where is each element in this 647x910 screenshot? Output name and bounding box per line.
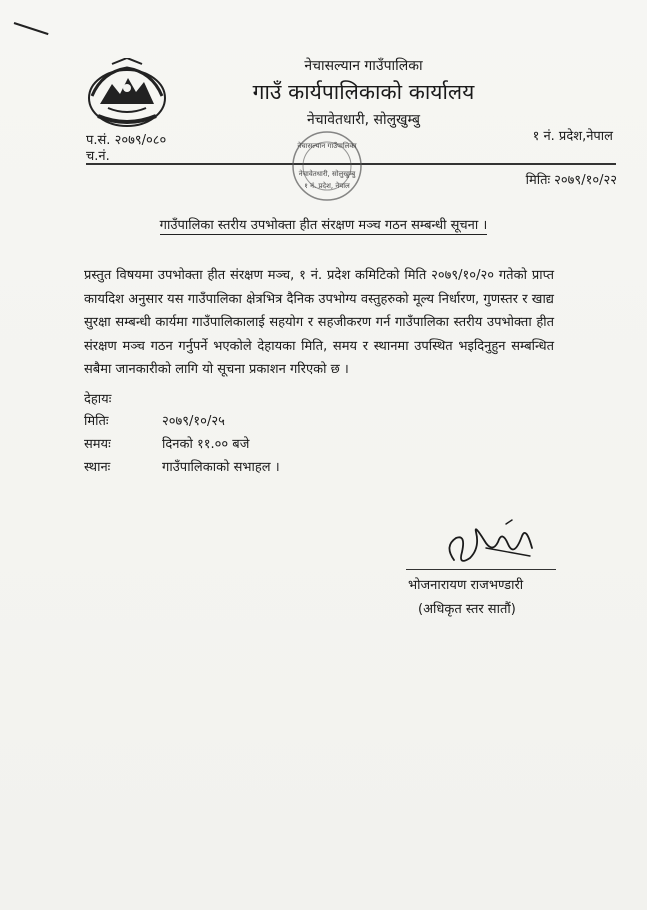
detail-value: गाउँपालिकाको सभाहल । xyxy=(162,460,280,475)
pen-mark xyxy=(14,22,49,35)
notice-body: प्रस्तुत विषयमा उपभोक्ता हीत संरक्षण मञ्च, १ नं. प्रदेश कमिटिको मिति २०७९/१०/२० गतेको प्राप्त कायदिश अनुसार यस गाउँपालिका क्षेत्रभित्र दैनिक उपभोग्य वस्तुहरुको मूल्य निर्धारण, गुणस्तर र खाद्य सुरक्षा सम्बन्धी कार्यमा गाउँपालिकालाई सहयोग र सहजीकरण गर्न गाउँपालिका स्तरीय उपभोक्ता हीत संरक्षण मञ्च गठन गर्नुपर्ने भएकोले देहायका मिति, समय र स्थानमा उपस्थित भइदिनुहुन सम्बन्धित सबैमा जानकारीको लागि यो सूचना प्रकाशन गरिएको छ । xyxy=(84,268,554,377)
stamp-line-1: नेचासल्यान गाउँपालिका xyxy=(297,142,357,150)
date-label: मितिः xyxy=(525,173,551,188)
detail-value: २०७९/१०/२५ xyxy=(162,414,225,429)
details-heading: देहायः xyxy=(84,392,112,407)
dispatch-number: च.नं. xyxy=(86,149,110,164)
reference-number: प.सं. २०७९/०८० xyxy=(86,133,167,148)
issue-date xyxy=(526,170,617,188)
detail-value: दिनको ११.०० बजे xyxy=(162,437,250,452)
stamp-line-2: नेचावेतधारी, सोलुखुम्बु xyxy=(298,170,356,178)
detail-row-time xyxy=(84,434,249,452)
detail-label: स्थानः xyxy=(84,460,111,475)
handwritten-signature xyxy=(436,518,546,574)
detail-label: समयः xyxy=(84,437,111,452)
signatory-name: भोजनारायण राजभण्डारी xyxy=(408,578,524,593)
date-value: २०७९/१०/२२ xyxy=(554,173,617,188)
signatory-designation: (अधिकृत स्तर सातौं) xyxy=(418,602,516,617)
subject-text: गाउँपालिका स्तरीय उपभोक्ता हीत संरक्षण मञ्च गठन सम्बन्धी सूचना । xyxy=(159,218,488,233)
municipality-name: नेचासल्यान गाउँपालिका xyxy=(304,58,423,74)
detail-row-venue xyxy=(84,457,280,475)
detail-row-date xyxy=(84,411,225,429)
stamp-line-3: १ नं. प्रदेश, नेपाल xyxy=(304,182,350,190)
office-name: गाउँ कार्यपालिकाको कार्यालय xyxy=(252,80,475,104)
province-name: १ नं. प्रदेश,नेपाल xyxy=(532,129,613,144)
office-address: नेचावेतधारी, सोलुखुम्बु xyxy=(306,112,421,128)
notice-subject xyxy=(0,215,647,233)
detail-label: मितिः xyxy=(84,414,109,429)
signature-line xyxy=(406,569,556,570)
office-stamp xyxy=(272,130,382,210)
